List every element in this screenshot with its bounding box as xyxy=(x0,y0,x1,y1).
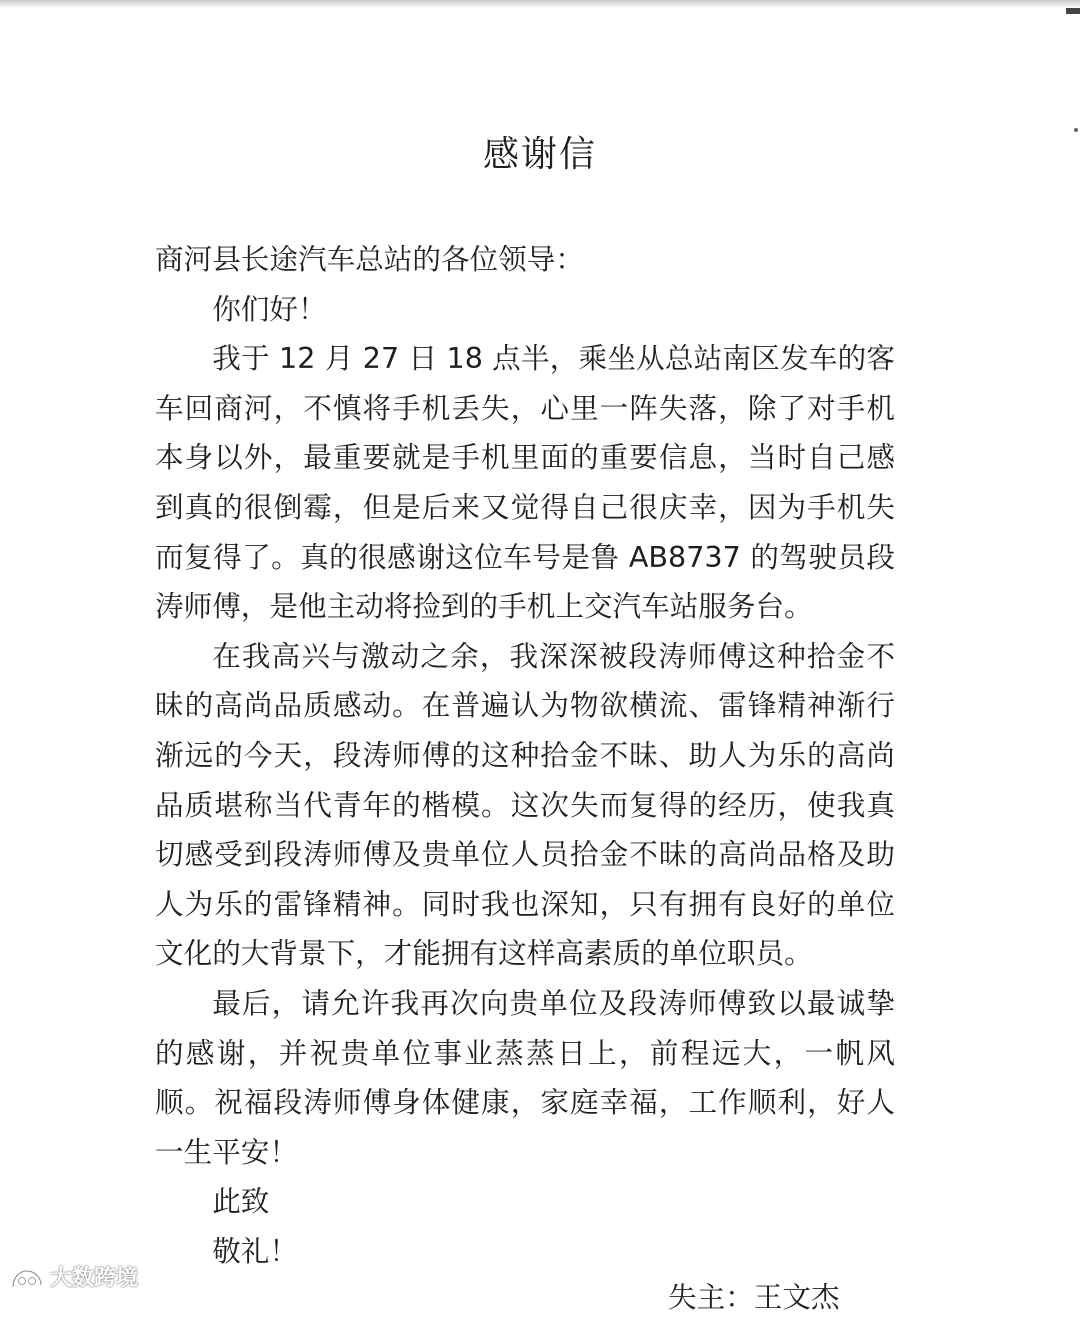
closing-jingli: 敬礼！ xyxy=(212,1233,298,1268)
signature: 失主：王文杰 xyxy=(668,1280,840,1314)
greeting: 你们好！ xyxy=(212,291,327,326)
paragraph-incident: 我于 12 月 27 日 18 点半，乘坐从总站南区发车的客车回商河，不慎将手机丢失，心里一阵失落，除了对手机本身以外，最重要就是手机里面的重要信息，当时自己感到真的很倒霉，但是后来又觉得自己很庆幸，因为手机失而复得了。真的很感谢这位车号是鲁 AB8737 的驾驶员段涛师傅，是他主动将捡到的手机上交汽车站服务台。 xyxy=(155,341,895,624)
paragraph-thanks: 最后，请允许我再次向贵单位及段涛师傅致以最诚挚的感谢，并祝贵单位事业蒸蒸日上，前程远大，一帆风顺。祝福段涛师傅身体健康，家庭幸福，工作顺利，好人一生平安！ xyxy=(155,985,895,1169)
watermark xyxy=(10,1264,138,1294)
salutation: 商河县长途汽车总站的各位领导： xyxy=(155,242,584,276)
letter-title: 感谢信 xyxy=(482,134,597,175)
closing-cizhi: 此致 xyxy=(212,1184,270,1219)
letter-body xyxy=(155,235,895,1276)
scan-mark xyxy=(1066,8,1080,14)
paragraph-praise: 在我高兴与激动之余，我深深被段涛师傅这种拾金不昧的高尚品质感动。在普遍认为物欲横流、雷锋精神渐行渐远的今天，段涛师傅的这种拾金不昧、助人为乐的高尚品质堪称当代青年的楷模。这次失而复得的经历，使我真切感受到段涛师傅及贵单位人员拾金不昧的高尚品格及助人为乐的雷锋精神。同时我也深知，只有拥有良好的单位文化的大背景下，才能拥有这样高素质的单位职员。 xyxy=(155,638,895,971)
scan-shadow-top xyxy=(0,0,1080,8)
watermark-text: 大数跨境 xyxy=(50,1266,139,1291)
brand-logo-icon xyxy=(10,1265,46,1293)
